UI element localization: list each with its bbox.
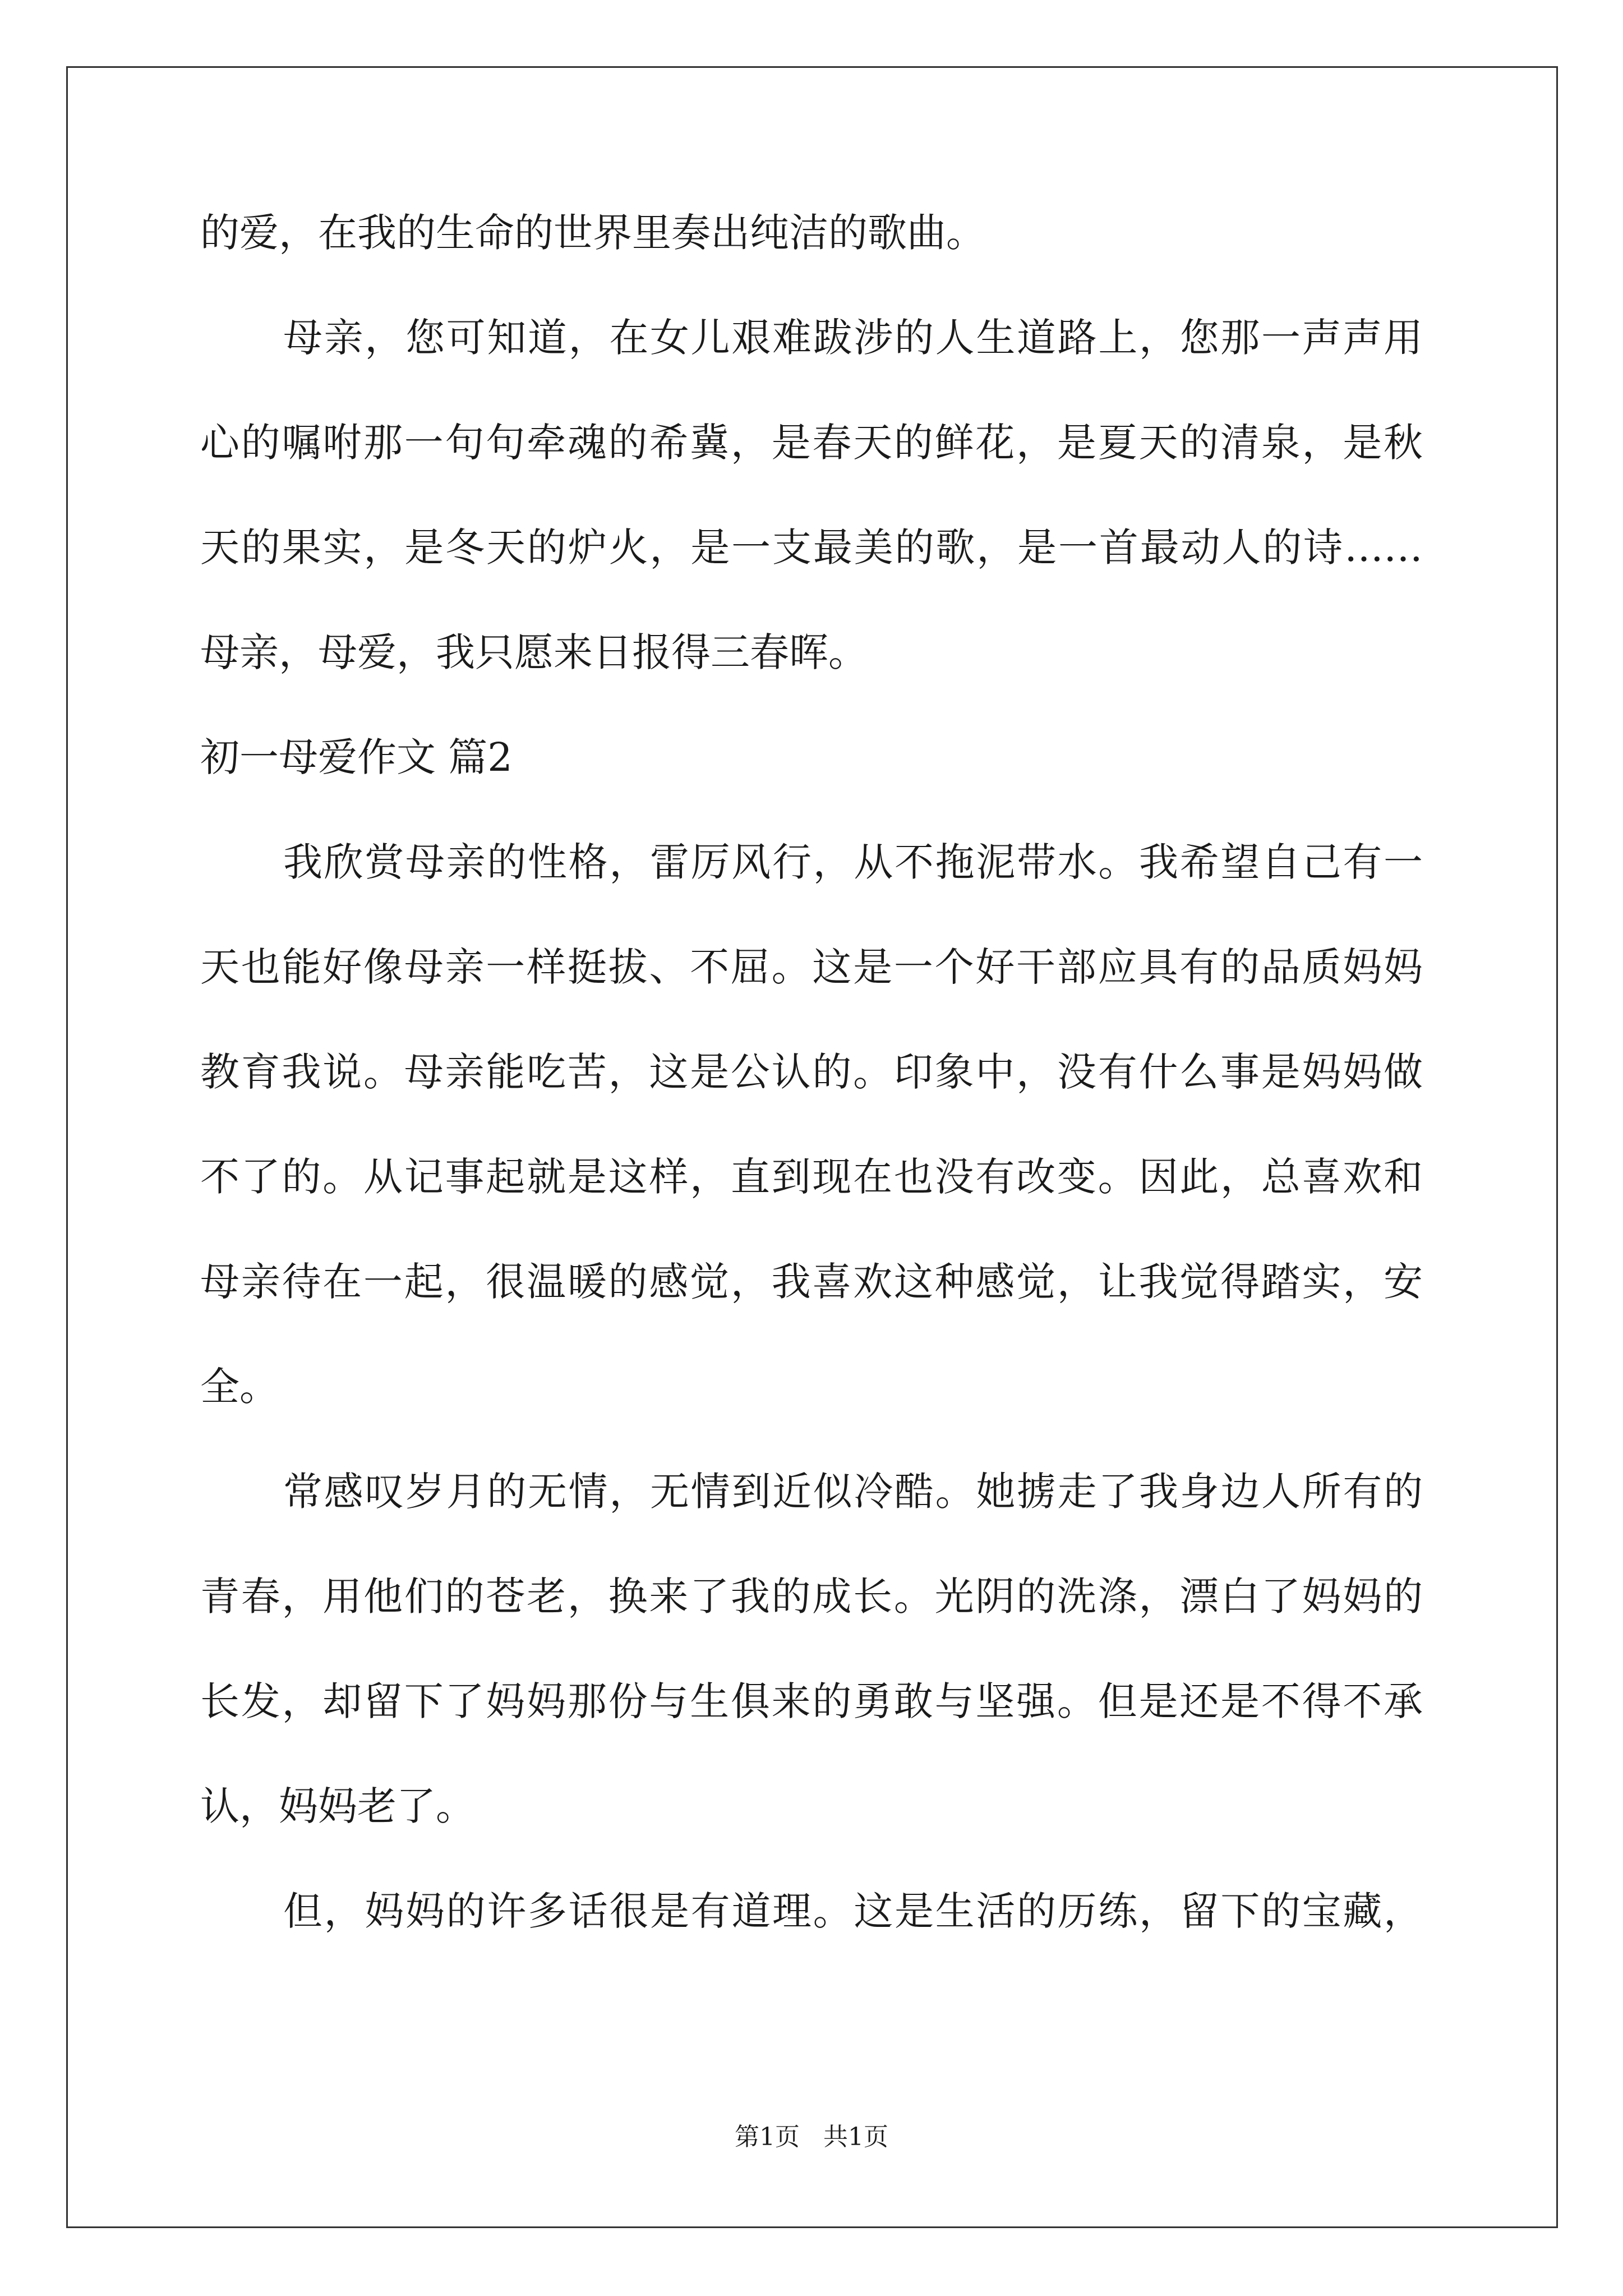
paragraph-2-line-1: 我欣赏母亲的性格，雷厉风行，从不拖泥带水。我希望自己有一 [283, 839, 1423, 885]
paragraph-2-line-2: 天也能好像母亲一样挺拔、不屈。这是一个好干部应具有的品质妈妈 [200, 944, 1423, 990]
paragraph-3-line-2: 青春，用他们的苍老，换来了我的成长。光阴的洗涤，漂白了妈妈的 [200, 1573, 1423, 1619]
paragraph-4-line-1: 但，妈妈的许多话很是有道理。这是生活的历练，留下的宝藏， [283, 1888, 1423, 1934]
paragraph-1-line-3: 天的果实，是冬天的炉火，是一支最美的歌，是一首最动人的诗…… [200, 524, 1423, 570]
paragraph-3-line-4: 认，妈妈老了。 [200, 1783, 475, 1829]
paragraph-1-line-4: 母亲，母爱，我只愿来日报得三春晖。 [200, 629, 868, 675]
paragraph-3-line-1: 常感叹岁月的无情，无情到近似冷酷。她掳走了我身边人所有的 [283, 1469, 1423, 1515]
text-line-1: 的爱，在我的生命的世界里奏出纯洁的歌曲。 [200, 210, 985, 256]
paragraph-2-line-5: 母亲待在一起，很温暖的感觉，我喜欢这种感觉，让我觉得踏实，安 [200, 1259, 1423, 1305]
paragraph-2-line-6: 全。 [200, 1364, 279, 1410]
page-footer: 第1页 共1页 [735, 2123, 888, 2151]
paragraph-1-line-2: 心的嘱咐那一句句牵魂的希冀，是春天的鲜花，是夏天的清泉，是秋 [200, 420, 1423, 466]
section-heading: 初一母爱作文 篇2 [200, 734, 513, 780]
paragraph-3-line-3: 长发，却留下了妈妈那份与生俱来的勇敢与坚强。但是还是不得不承 [200, 1678, 1423, 1724]
paragraph-1-line-1: 母亲，您可知道，在女儿艰难跋涉的人生道路上，您那一声声用 [283, 315, 1423, 361]
paragraph-2-line-4: 不了的。从记事起就是这样，直到现在也没有改变。因此，总喜欢和 [200, 1154, 1423, 1200]
paragraph-2-line-3: 教育我说。母亲能吃苦，这是公认的。印象中，没有什么事是妈妈做 [200, 1049, 1423, 1095]
